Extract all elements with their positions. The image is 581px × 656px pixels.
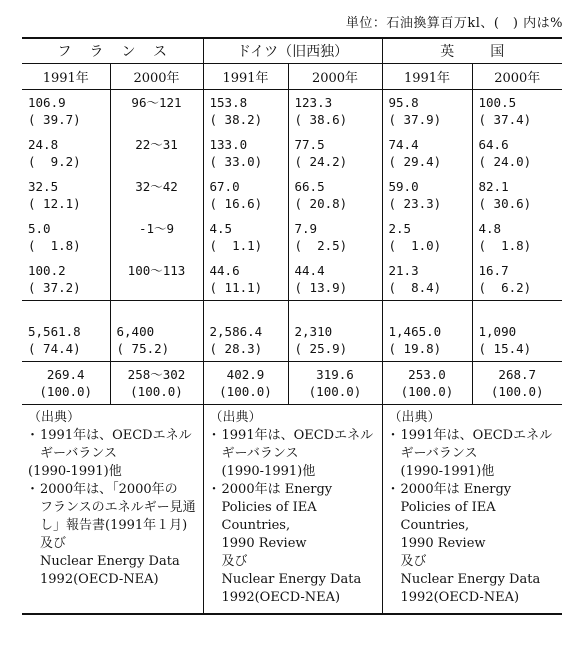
data-cell: 269.4 (100.0) (39, 367, 93, 399)
source-item-cont: ギーバランス (400, 446, 478, 461)
country-header-row (22, 38, 562, 64)
source-uk (382, 405, 562, 615)
data-cell: 96～121 (110, 90, 203, 133)
data-cell: 4.5 ( 1.1) (203, 216, 288, 258)
data-cell: 402.9 (100.0) (203, 362, 288, 405)
data-cell: 268.7 (100.0) (472, 362, 562, 405)
year-header: 1991年 (203, 64, 288, 90)
data-cell: 32～42 (110, 174, 203, 216)
data-cell: 153.8 ( 38.2) (203, 90, 288, 133)
source-item-cont: 及び (400, 554, 427, 569)
source-item-cont: Policies of IEA (400, 500, 496, 515)
data-row (22, 216, 562, 258)
data-cell: 74.4 ( 29.4) (382, 132, 472, 174)
sources-row (22, 405, 562, 615)
source-item: ・ 2000年は Energy (389, 481, 557, 499)
source-item: ・ 1991年は、OECDエネル (28, 427, 197, 445)
source-item-cont: 1992(OECD-NEA) (400, 590, 520, 605)
data-cell: 44.6 ( 11.1) (203, 258, 288, 301)
source-item-cont: (1990-1991)他 (400, 464, 495, 479)
data-cell: 7.9 ( 2.5) (288, 216, 382, 258)
data-cell: 106.9 ( 39.7) (28, 95, 81, 127)
source-item-cont: (1990-1991)他 (221, 464, 316, 479)
source-item-cont: (1990-1991)他 (28, 464, 122, 479)
country-header-germany: ドイツ（旧西独） (203, 38, 382, 64)
data-cell: 253.0 (100.0) (382, 362, 472, 405)
data-cell: 133.0 ( 33.0) (203, 132, 288, 174)
data-cell: 95.8 ( 37.9) (382, 90, 472, 133)
year-header: 2000年 (288, 64, 382, 90)
source-item-cont: し」報告書(1991年１月) (40, 518, 188, 533)
data-cell: 319.6 (100.0) (288, 362, 382, 405)
source-item-cont: 及び (221, 554, 248, 569)
data-cell: 6,400 ( 75.2) (110, 301, 203, 362)
data-cell: 5,561.8 ( 74.4) (28, 324, 81, 356)
data-row (22, 258, 562, 301)
secondary-row (22, 301, 562, 362)
country-header-uk: 英国 (382, 38, 562, 64)
source-item: ・ 2000年は Energy (210, 481, 376, 499)
data-cell: 100.2 ( 37.2) (28, 263, 81, 295)
data-cell: 59.0 ( 23.3) (382, 174, 472, 216)
data-row (22, 90, 562, 133)
source-item-cont: Countries, (221, 518, 291, 533)
year-header: 1991年 (42, 71, 89, 86)
data-cell: 82.1 ( 30.6) (472, 174, 562, 216)
source-item-cont: 1990 Review (221, 536, 307, 551)
source-heading: （出典） (28, 410, 81, 425)
year-header: 2000年 (110, 64, 203, 90)
data-row (22, 174, 562, 216)
source-france (22, 405, 203, 615)
data-cell: 2,586.4 ( 28.3) (203, 301, 288, 362)
source-item-cont: 及び (40, 536, 67, 551)
source-item-cont: Policies of IEA (221, 500, 317, 515)
data-cell: 1,090 ( 15.4) (472, 301, 562, 362)
data-cell: 32.5 ( 12.1) (28, 179, 81, 211)
data-cell: 258～302 (100.0) (110, 362, 203, 405)
source-item: ・ 2000年は、「2000年の (28, 481, 197, 499)
energy-table (22, 37, 562, 615)
data-cell: 67.0 ( 16.6) (203, 174, 288, 216)
year-header-row (22, 64, 562, 90)
total-row (22, 362, 562, 405)
source-heading: （出典） (388, 410, 441, 425)
source-item-cont: 1992(OECD-NEA) (221, 590, 341, 605)
data-cell: 77.5 ( 24.2) (288, 132, 382, 174)
data-cell: 4.8 ( 1.8) (472, 216, 562, 258)
data-cell: 123.3 ( 38.6) (288, 90, 382, 133)
unit-note: 単位：石油換算百万kl、( ) 内は% (345, 16, 563, 31)
source-item-cont: Nuclear Energy Data (40, 554, 180, 569)
data-cell: 66.5 ( 20.8) (288, 174, 382, 216)
source-item-cont: フランスのエネルギー見通 (40, 500, 196, 515)
source-item-cont: Nuclear Energy Data (221, 572, 362, 587)
data-cell: 64.6 ( 24.0) (472, 132, 562, 174)
data-cell: 100.5 ( 37.4) (472, 90, 562, 133)
data-cell: 24.8 ( 9.2) (28, 137, 81, 169)
source-item-cont: ギーバランス (221, 446, 299, 461)
data-cell: -1～9 (110, 216, 203, 258)
data-cell: 5.0 ( 1.8) (28, 221, 81, 253)
data-cell: 16.7 ( 6.2) (472, 258, 562, 301)
year-header: 1991年 (382, 64, 472, 90)
year-header: 2000年 (472, 64, 562, 90)
source-item: ・ 1991年は、OECDエネル (210, 427, 376, 445)
source-item-cont: ギーバランス (40, 446, 117, 461)
source-heading: （出典） (209, 410, 262, 425)
source-item-cont: Nuclear Energy Data (400, 572, 541, 587)
source-germany (203, 405, 382, 615)
data-cell: 2.5 ( 1.0) (382, 216, 472, 258)
country-header-france: フランス (57, 44, 186, 60)
source-item-cont: 1990 Review (400, 536, 486, 551)
data-cell: 44.4 ( 13.9) (288, 258, 382, 301)
data-cell: 100～113 (110, 258, 203, 301)
source-item-cont: 1992(OECD-NEA) (40, 572, 159, 587)
data-cell: 21.3 ( 8.4) (382, 258, 472, 301)
source-item: ・ 1991年は、OECDエネル (389, 427, 557, 445)
data-cell: 2,310 ( 25.9) (288, 301, 382, 362)
data-cell: 22～31 (110, 132, 203, 174)
source-item-cont: Countries, (400, 518, 470, 533)
data-cell: 1,465.0 ( 19.8) (382, 301, 472, 362)
data-row (22, 132, 562, 174)
